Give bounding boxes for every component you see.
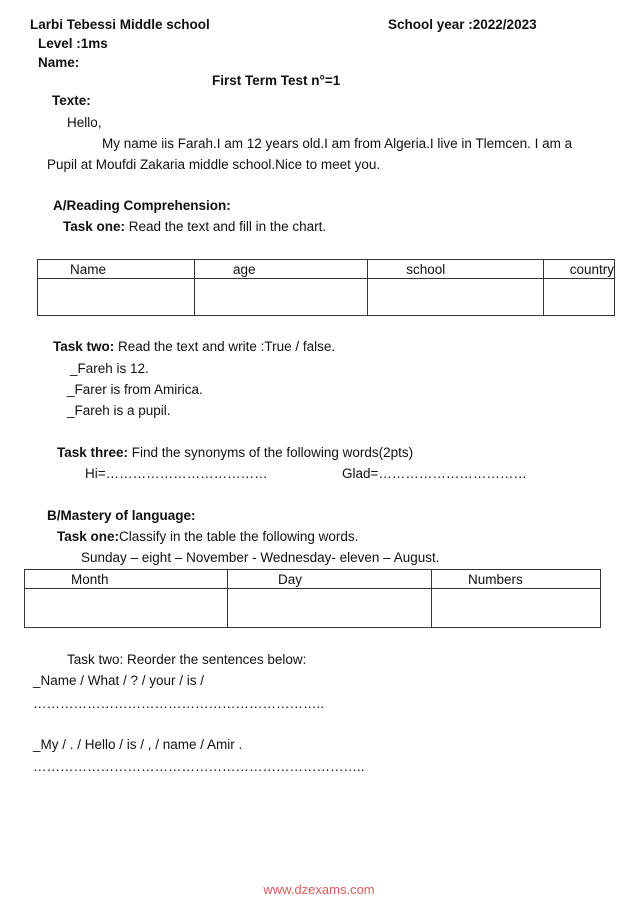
task-label: Task two:: [53, 339, 115, 354]
column-header-name: Name: [38, 260, 195, 279]
section-b-title: B/Mastery of language:: [47, 508, 196, 523]
scrambled-sentence-1: _Name / What / ? / your / is /: [33, 673, 205, 688]
answer-cell-numbers[interactable]: [432, 589, 601, 628]
task-label: Task three:: [57, 445, 129, 460]
column-header-school: school: [368, 260, 544, 279]
true-false-item-3: _Fareh is a pupil.: [67, 403, 171, 418]
school-name: Larbi Tebessi Middle school: [30, 17, 210, 32]
synonym-glad: Glad=……………………………: [342, 466, 527, 481]
school-year: School year :2022/2023: [388, 17, 537, 32]
answer-line-2[interactable]: ………………………………………………………………..: [33, 759, 365, 774]
column-header-numbers: Numbers: [432, 570, 601, 589]
name-label: Name:: [38, 55, 80, 70]
synonym-hi: Hi=………………………………: [85, 466, 268, 481]
task-instruction: Classify in the table the following words.: [119, 529, 359, 544]
true-false-item-2: _Farer is from Amirica.: [67, 382, 203, 397]
word-list: Sunday – eight – November - Wednesday- eleven – August.: [81, 550, 440, 565]
task-two-a: [53, 339, 335, 355]
reading-chart-table: [37, 259, 615, 316]
task-instruction: Find the synonyms of the following words(2pts): [128, 445, 414, 460]
column-header-country: country: [543, 260, 614, 279]
answer-cell-month[interactable]: [25, 589, 228, 628]
level-label: Level :1ms: [38, 36, 108, 51]
answer-cell-day[interactable]: [228, 589, 432, 628]
answer-line-1[interactable]: ………………………………………………………..: [33, 696, 325, 711]
classify-table: [24, 569, 601, 628]
column-header-age: age: [194, 260, 367, 279]
true-false-item-1: _Fareh is 12.: [70, 361, 149, 376]
task-three-a: [57, 445, 413, 461]
text-line-2: Pupil at Moufdi Zakaria middle school.Nice to meet you.: [47, 157, 381, 172]
watermark-text: www.dzexams.com: [263, 882, 375, 897]
task-label: Task one:: [57, 529, 120, 544]
column-header-day: Day: [228, 570, 432, 589]
answer-cell-country[interactable]: [543, 279, 614, 316]
answer-cell-school[interactable]: [368, 279, 544, 316]
answer-cell-age[interactable]: [194, 279, 367, 316]
text-label: Texte:: [52, 93, 91, 108]
scrambled-sentence-2: _My / . / Hello / is / , / name / Amir .: [33, 737, 243, 752]
text-line-1: My name iis Farah.I am 12 years old.I am from Algeria.I live in Tlemcen. I am a: [102, 136, 573, 151]
text-greeting: Hello,: [67, 115, 102, 130]
section-a-title: A/Reading Comprehension:: [53, 198, 231, 213]
answer-cell-name[interactable]: [38, 279, 195, 316]
test-title: First Term Test n°=1: [212, 73, 341, 88]
task-one-b: [57, 529, 358, 545]
task-two-b: Task two: Reorder the sentences below:: [67, 652, 307, 667]
task-one-a: [63, 219, 326, 235]
task-instruction: Read the text and write :True / false.: [114, 339, 336, 354]
column-header-month: Month: [25, 570, 228, 589]
task-label: Task one:: [63, 219, 126, 234]
task-instruction: Read the text and fill in the chart.: [125, 219, 327, 234]
